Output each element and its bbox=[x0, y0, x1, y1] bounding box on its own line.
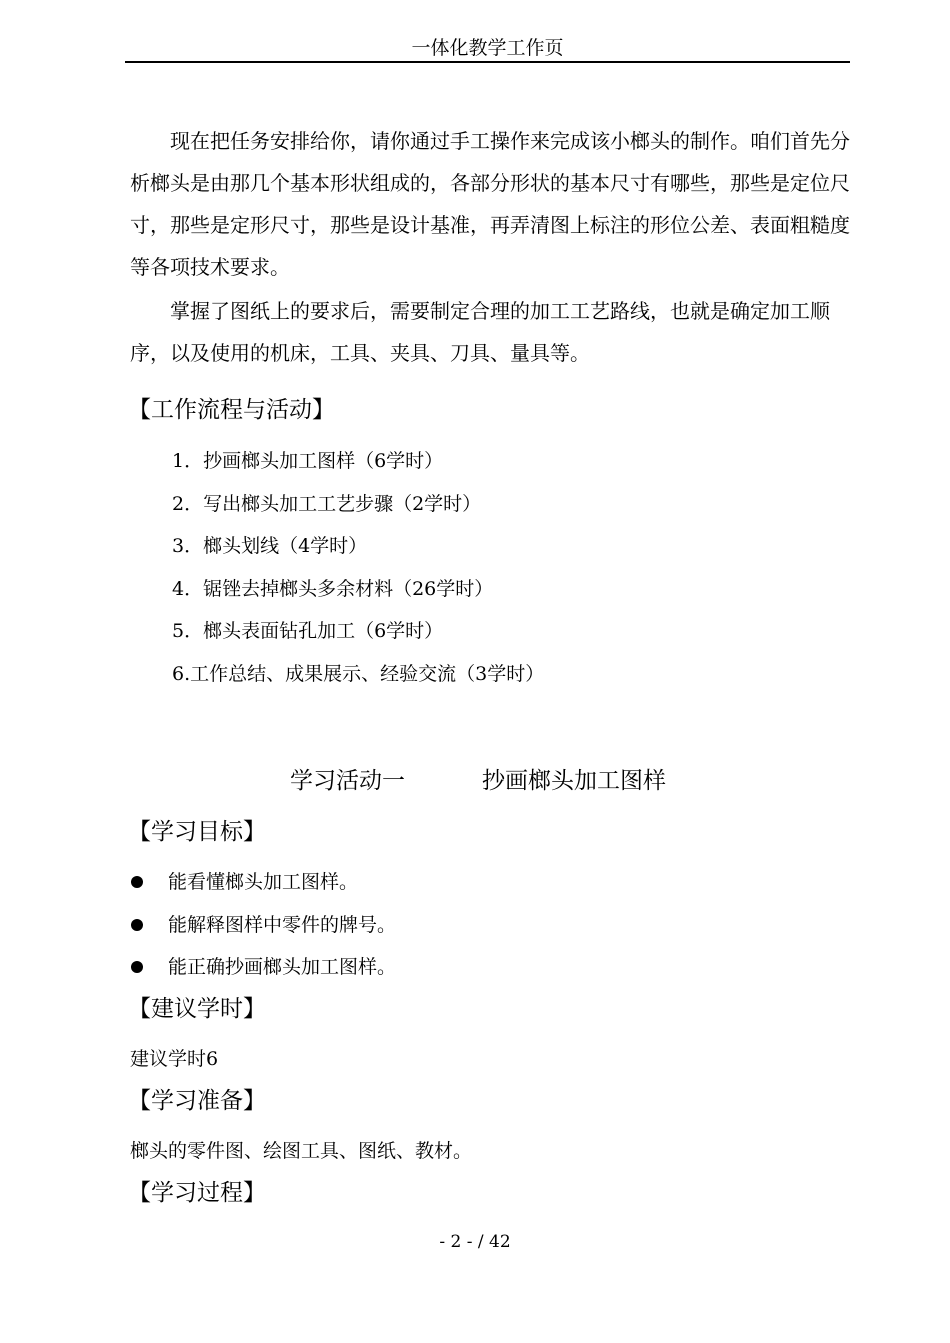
activity-label: 学习活动一 bbox=[290, 768, 405, 794]
hours-text: 建议学时6 bbox=[130, 1048, 219, 1070]
goal-text: 能看懂榔头加工图样。 bbox=[168, 871, 359, 893]
goal-text: 能解释图样中零件的牌号。 bbox=[168, 913, 397, 936]
workflow-list bbox=[172, 440, 544, 696]
workflow-item: 4．锯锉去掉榔头多余材料（26学时） bbox=[172, 577, 494, 600]
intro-paragraph-1: 现在把任务安排给你，请你通过手工操作来完成该小榔头的制作。咱们首先分析榔头是由那几个基本形状组成的，各部分形状的基本尺寸有哪些，那些是定位尺寸，那些是定形尺寸，那些是设计基准，再弄清图上标注的形位公差、表面粗糙度等各项技术要求。 bbox=[130, 129, 850, 279]
goal-item bbox=[128, 904, 396, 947]
workflow-item: 6.工作总结、成果展示、经验交流（3学时） bbox=[172, 662, 545, 685]
process-heading: 【学习过程】 bbox=[128, 1180, 266, 1206]
goal-item bbox=[128, 861, 396, 904]
prep-heading: 【学习准备】 bbox=[128, 1088, 266, 1114]
workflow-item: 3．榔头划线（4学时） bbox=[172, 535, 368, 558]
header-rule bbox=[125, 61, 850, 63]
prep-text: 榔头的零件图、绘图工具、图纸、教材。 bbox=[130, 1140, 473, 1162]
hours-heading: 【建议学时】 bbox=[128, 996, 266, 1022]
bullet-icon bbox=[131, 961, 143, 973]
goal-item bbox=[128, 946, 396, 989]
workflow-heading: 【工作流程与活动】 bbox=[128, 397, 335, 423]
page-header-title: 一体化教学工作页 bbox=[411, 37, 564, 59]
workflow-item: 1．抄画榔头加工图样（6学时） bbox=[172, 450, 444, 472]
bullet-icon bbox=[131, 919, 143, 931]
bullet-icon bbox=[131, 876, 143, 888]
goals-list bbox=[128, 861, 396, 989]
page-number: - 2 - / 42 bbox=[439, 1232, 511, 1252]
goal-text: 能正确抄画榔头加工图样。 bbox=[168, 956, 397, 978]
goals-heading: 【学习目标】 bbox=[128, 819, 266, 845]
activity-name: 抄画榔头加工图样 bbox=[482, 768, 666, 794]
intro-paragraph-2: 掌握了图纸上的要求后，需要制定合理的加工工艺路线，也就是确定加工顺序，以及使用的机床，工具、夹具、刀具、量具等。 bbox=[130, 299, 830, 365]
workflow-item: 2．写出榔头加工工艺步骤（2学时） bbox=[172, 492, 482, 515]
workflow-item: 5．榔头表面钻孔加工（6学时） bbox=[172, 620, 444, 643]
